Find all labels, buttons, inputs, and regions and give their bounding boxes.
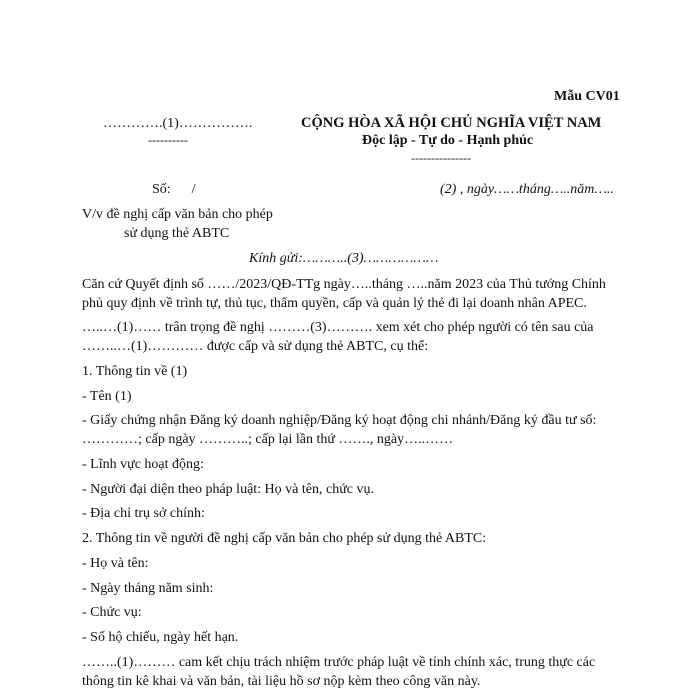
request-line-2: ……..…(1)………… được cấp và sử dụng thẻ ABTC, cụ thể: bbox=[82, 339, 429, 354]
request-line-1: …..…(1)…… trân trọng đề nghị ………(3)………. xem xét cho phép người có tên sau của bbox=[82, 320, 594, 335]
section-1-head-office-address: - Địa chỉ trụ sở chính: bbox=[82, 506, 205, 521]
section-2-title: 2. Thông tin về người đề nghị cấp văn bản cho phép sử dụng thẻ ABTC: bbox=[82, 531, 487, 546]
legal-basis-line-2: phủ quy định về trình tự, thủ tục, thẩm quyền, cấp và quản lý thẻ đi lại doanh nhân APEC. bbox=[82, 296, 587, 311]
right-header-divider: --------------- bbox=[411, 151, 471, 165]
legal-basis-line-1: Căn cứ Quyết định số ……/2023/QĐ-TTg ngày…..tháng …..năm 2023 của Thủ tướng Chính bbox=[82, 277, 606, 292]
republic-title: CỘNG HÒA XÃ HỘI CHỦ NGHĨA VIỆT NAM bbox=[301, 115, 602, 131]
section-1-certificate-line-1: - Giấy chứng nhận Đăng ký doanh nghiệp/Đăng ký hoạt động chi nhánh/Đăng ký đầu tư số: bbox=[82, 413, 597, 428]
place-and-date: (2) , ngày……tháng…..năm….. bbox=[440, 182, 614, 197]
section-1-title: 1. Thông tin về (1) bbox=[82, 364, 188, 379]
section-1-name: - Tên (1) bbox=[82, 389, 132, 404]
subject-line-1: V/v đề nghị cấp văn bản cho phép bbox=[82, 207, 273, 222]
section-2-position: - Chức vụ: bbox=[82, 605, 142, 620]
commitment-line-1: ……..(1)……… cam kết chịu trách nhiệm trước pháp luật về tính chính xác, trung thực các bbox=[82, 655, 596, 670]
form-code: Mẫu CV01 bbox=[554, 89, 620, 104]
section-2-full-name: - Họ và tên: bbox=[82, 556, 149, 571]
organization-placeholder: ………….(1)……………. bbox=[103, 116, 253, 131]
section-2-passport: - Số hộ chiếu, ngày hết hạn. bbox=[82, 630, 239, 645]
national-motto: Độc lập - Tự do - Hạnh phúc bbox=[362, 133, 534, 148]
section-1-certificate-line-2: …………; cấp ngày ………..; cấp lại lần thứ ……., ngày…..…… bbox=[82, 432, 454, 447]
subject-line-2: sử dụng thẻ ABTC bbox=[124, 226, 230, 241]
section-2-date-of-birth: - Ngày tháng năm sinh: bbox=[82, 581, 214, 596]
left-header-divider: ---------- bbox=[148, 133, 188, 147]
recipient-line: Kính gửi:………..(3)……………… bbox=[249, 251, 439, 266]
document-number: Số: / bbox=[152, 182, 196, 197]
section-1-business-field: - Lĩnh vực hoạt động: bbox=[82, 457, 204, 472]
section-1-legal-representative: - Người đại diện theo pháp luật: Họ và tên, chức vụ. bbox=[82, 482, 375, 497]
commitment-line-2: thông tin kê khai và văn bản, tài liệu hồ sơ nộp kèm theo công văn này. bbox=[82, 674, 481, 689]
